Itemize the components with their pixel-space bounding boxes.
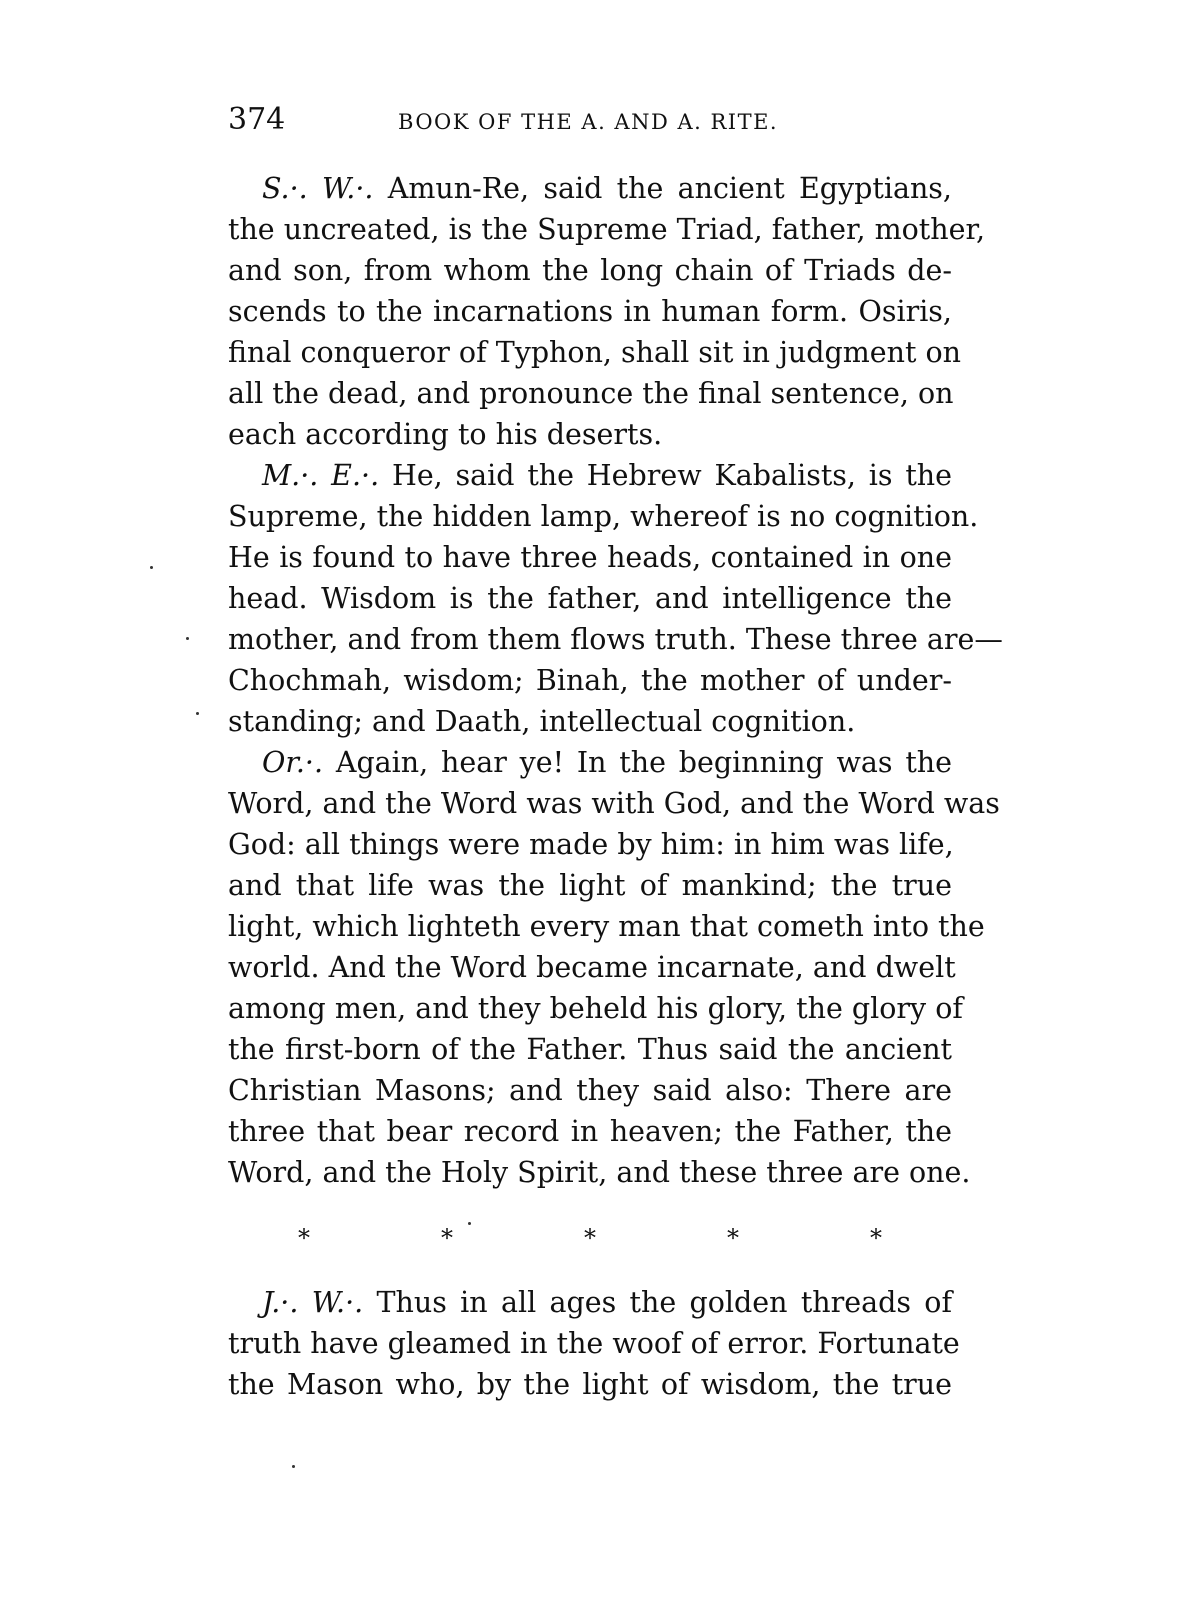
paragraph-master-eloquence [228, 455, 1003, 742]
text-line: God: all things were made by him: in him was life, [228, 828, 954, 861]
text-line: mother, and from them flows truth. These three are— [228, 623, 1003, 656]
text-line: M.·. E.·. He, said the Hebrew Kabalists, is the [262, 459, 952, 492]
text-line: three that bear record in heaven; the Father, the [228, 1115, 952, 1148]
paper-speck [468, 1222, 471, 1225]
text-line: world. And the Word became incarnate, and dwelt [228, 951, 956, 984]
speaker-label: Or.·. [262, 746, 324, 779]
text-line: He is found to have three heads, contained in one [228, 541, 952, 574]
text-line: the uncreated, is the Supreme Triad, father, mother, [228, 213, 986, 246]
text-line: final conqueror of Typhon, shall sit in judgment on [228, 336, 962, 369]
page-header [228, 100, 952, 140]
text-line: Chochmah, wisdom; Binah, the mother of under- [228, 664, 952, 697]
text-line: among men, and they beheld his glory, the glory of [228, 992, 963, 1025]
text-line: truth have gleamed in the woof of error. Fortunate [228, 1327, 960, 1360]
text-line: Or.·. Again, hear ye! In the beginning was the [262, 746, 952, 779]
text-line: J.·. W.·. Thus in all ages the golden threads of [262, 1286, 952, 1319]
separator-star: * [298, 1224, 310, 1252]
separator-star: * [870, 1224, 882, 1252]
paper-speck [186, 637, 189, 640]
text-line: standing; and Daath, intellectual cognition. [228, 705, 856, 738]
text-line: each according to his deserts. [228, 418, 663, 451]
separator-star: * [727, 1224, 739, 1252]
closing-text [228, 1282, 960, 1405]
text-line: the first-born of the Father. Thus said the ancient [228, 1033, 952, 1066]
paper-speck [196, 712, 199, 715]
text-line: head. Wisdom is the father, and intelligence the [228, 582, 952, 615]
main-text [228, 168, 1003, 1193]
speaker-label: J.·. W.·. [262, 1286, 364, 1319]
text-line: and that life was the light of mankind; the true [228, 869, 952, 902]
text-line: and son, from whom the long chain of Triads de- [228, 254, 952, 287]
text-line: scends to the incarnations in human form. Osiris, [228, 295, 952, 328]
separator-star: * [441, 1224, 453, 1252]
text-line: S.·. W.·. Amun-Re, said the ancient Egyptians, [262, 172, 952, 205]
separator-star: * [584, 1224, 596, 1252]
paragraph-orator [228, 742, 1000, 1193]
text-line: all the dead, and pronounce the final sentence, on [228, 377, 954, 410]
paper-speck [150, 566, 153, 569]
speaker-label: M.·. E.·. [262, 459, 380, 492]
paragraph-senior-warden [228, 168, 986, 455]
text-line: light, which lighteth every man that cometh into the [228, 910, 985, 943]
running-head: BOOK OF THE A. AND A. RITE. [398, 110, 779, 134]
text-line: Word, and the Word was with God, and the Word was [228, 787, 1000, 820]
text-line: Supreme, the hidden lamp, whereof is no cognition. [228, 500, 979, 533]
paper-speck [292, 1465, 295, 1468]
text-line: Word, and the Holy Spirit, and these three are one. [228, 1156, 971, 1189]
page-number: 374 [228, 102, 286, 137]
speaker-label: S.·. W.·. [262, 172, 374, 205]
section-separator [228, 1218, 952, 1258]
text-line: Christian Masons; and they said also: There are [228, 1074, 952, 1107]
paragraph-junior-warden [228, 1282, 960, 1405]
text-line: the Mason who, by the light of wisdom, the true [228, 1368, 952, 1401]
